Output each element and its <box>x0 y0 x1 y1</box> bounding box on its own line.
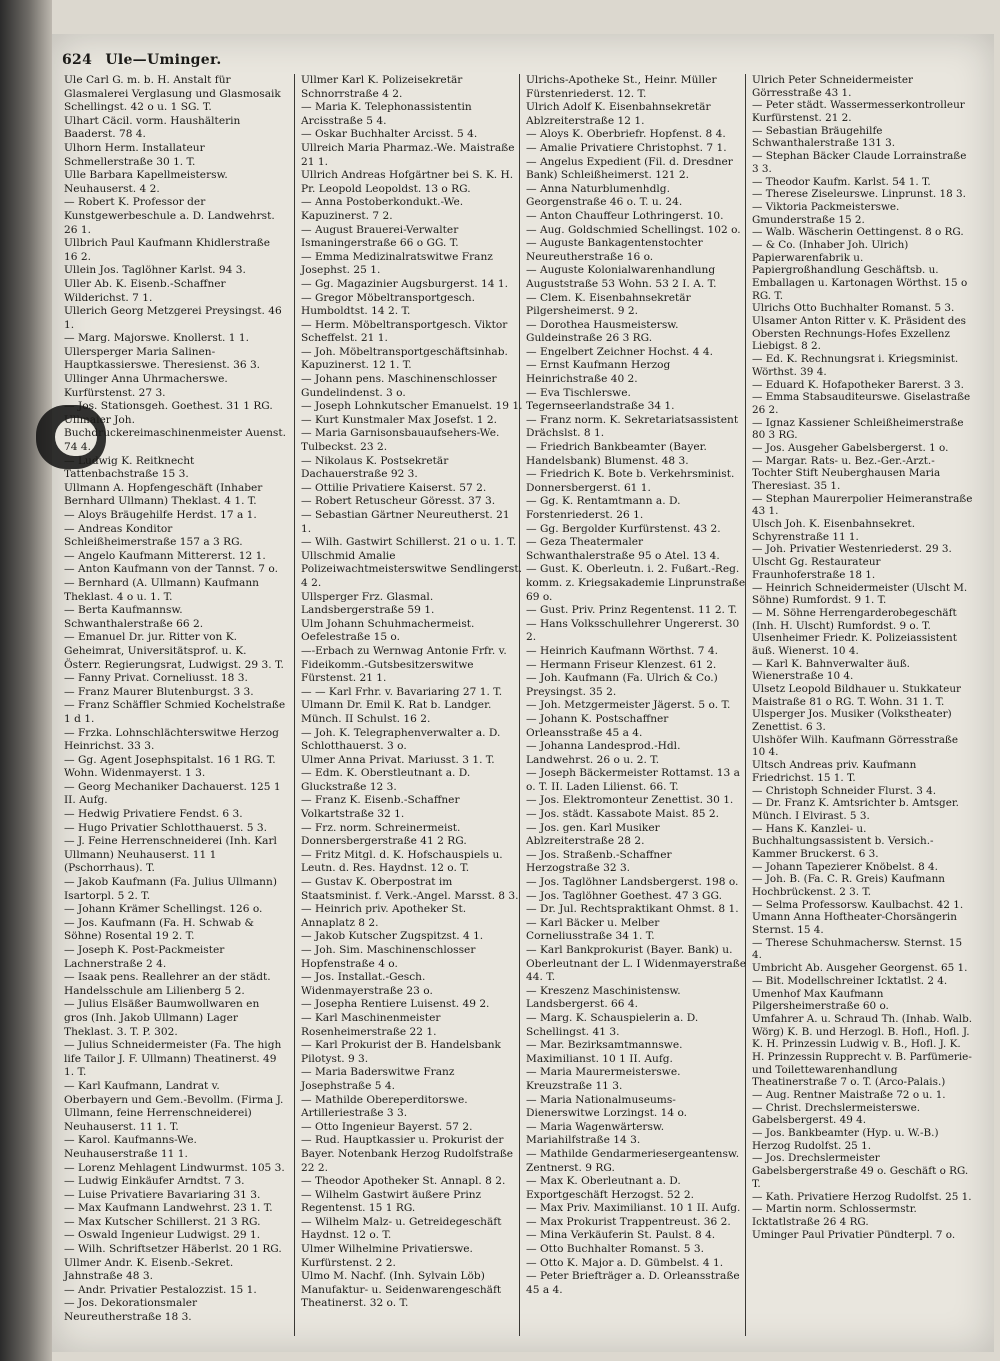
directory-entry: — Maria Nationalmuseums-Dienerswitwe Lorzingst. 14 o. <box>526 1093 688 1120</box>
directory-entry: — Friedrich Bankbeamter (Bayer. Handelsbank) Blumenst. 48 3. <box>526 441 707 467</box>
directory-entry: Ultsch Andreas priv. Kaufmann Friedrichst. 15 1. T. <box>752 759 917 784</box>
directory-entry: — Johann pens. Maschinenschlosser Gundelindenst. 3 o. <box>301 373 497 399</box>
directory-entry: — Andreas Konditor Schleißheimerstraße 157 a 3 RG. <box>64 522 243 549</box>
directory-entry: — Ignaz Kassiener Schleißheimerstraße 80 3 RG. <box>752 416 964 442</box>
directory-entry: Ullsperger Frz. Glasmal. Landsbergerstraße 59 1. <box>301 590 435 617</box>
directory-entry: — Herm. Möbeltransportgesch. Viktor Scheffelst. 21 1. <box>301 318 508 345</box>
directory-entry: — Franz Maurer Blutenburgst. 3 3. <box>64 685 254 698</box>
directory-entry: Umfahrer A. u. Schraud Th. (Inhab. Walb. Wörg) K. B. und Herzogl. B. Hofl., Hofl. J. K. H. Prinzessin Ludwig v. B., Hofl. J. K. H. Prinzessin Rupprecht v. B. Parfümerie- und Toilettewarenhandlung Theatinerstraße 7 o. T. (Arco-Palais.) <box>752 1012 973 1089</box>
directory-entry: Uller Ab. K. Eisenb.-Schaffner Wilderichst. 7 1. <box>64 277 226 304</box>
directory-entry: Ulsamer Anton Ritter v. K. Präsident des Obersten Rechnungs-Hofes Exzellenz Liebigst. 8 2. <box>752 315 966 353</box>
directory-entry: — Emma Medizinalratswitwe Franz Josephst. 25 1. <box>301 250 493 277</box>
directory-entry: Ullrich Andreas Hofgärtner bei S. K. H. Pr. Leopold Leopoldst. 13 o RG. <box>301 169 514 195</box>
directory-entry: — Maria Garnisonsbauaufsehers-We. Tulbeckst. 23 2. <box>301 427 500 454</box>
directory-entry: Ulsch Joh. K. Eisenbahnsekret. Schyrenstraße 11 1. <box>752 518 915 543</box>
directory-entry: — Dr. Jul. Rechtspraktikant Ohmst. 8 1. <box>526 903 739 916</box>
column-rule <box>294 74 295 1336</box>
directory-entry: — Angelo Kaufmann Mittererst. 12 1. <box>64 549 266 562</box>
directory-entry: — Gg. Agent Josephspitalst. 16 1 RG. T. Wohn. Widenmayerst. 1 3. <box>64 753 276 780</box>
directory-entry: Ullmaier Joh. Buchdruckereimaschinenmeister Auenst. 74 4. <box>64 413 286 454</box>
directory-entry: — Jos. Stationsgeh. Goethest. 31 1 RG. <box>64 400 273 413</box>
directory-entry: Ulsperger Jos. Musiker (Volkstheater) Zenettist. 6 3. <box>752 708 952 734</box>
directory-entry: — Ernst Kaufmann Herzog Heinrichstraße 40 2. <box>526 359 671 386</box>
directory-entry: Ullmann A. Hopfengeschäft (Inhaber Bernhard Ullmann) Theklast. 4 1. T. <box>64 481 263 508</box>
directory-entry: — Mar. Bezirksamtmannswe. Maximilianst. 10 1 II. Aufg. <box>526 1039 683 1065</box>
directory-entry: Ulrich Peter Schneidermeister Görresstraße 43 1. <box>752 74 913 99</box>
directory-entry: — Franz K. Eisenb.-Schaffner Volkartstraße 32 1. <box>301 794 460 821</box>
page-number: 624 <box>62 52 93 68</box>
directory-entry: Ullerich Georg Metzgerei Preysingst. 46 1. <box>64 305 282 331</box>
directory-entry: — Robert Retuscheur Göresst. 37 3. <box>301 495 496 508</box>
directory-entry: — Marg. Majorswe. Knollerst. 1 1. <box>64 332 249 345</box>
directory-entry: Ullein Jos. Taglöhner Karlst. 94 3. <box>64 264 246 277</box>
directory-entry: — Walb. Wäscherin Oettingenst. 8 o RG. <box>752 226 964 239</box>
directory-entry: — Max Prokurist Trappentreust. 36 2. <box>526 1215 731 1228</box>
directory-entry: — Ed. K. Rechnungsrat i. Kriegsminist. Wörthst. 39 4. <box>752 353 959 378</box>
directory-entry: — Engelbert Zeichner Hochst. 4 4. <box>526 345 714 358</box>
directory-entry: Ulrichs-Apotheke St., Heinr. Müller Fürstenriederst. 12. T. <box>526 74 717 100</box>
directory-entry: Ulrichs Otto Buchhalter Romanst. 5 3. <box>752 302 955 315</box>
directory-entry: — Aloys K. Oberbriefr. Hopfenst. 8 4. <box>526 128 726 141</box>
directory-entry: Ulsenheimer Friedr. K. Polizeiassistent äuß. Wienerst. 10 4. <box>752 632 957 657</box>
directory-entry: — Emanuel Dr. jur. Ritter von K. Geheimrat, Universitätsprof. u. K. Österr. Regierungsrat, Ludwigst. 29 3. T. <box>64 631 284 671</box>
directory-entry: Ullreich Maria Pharmaz.-We. Maistraße 21 1. <box>301 141 515 168</box>
directory-entry: — Gust. Priv. Prinz Regentenst. 11 2. T. <box>526 604 738 617</box>
directory-entry: — Geza Theatermaler Schwanthalerstraße 95 o Atel. 13 4. <box>526 536 720 562</box>
directory-entry: — Luise Privatiere Bavariaring 31 3. <box>64 1188 261 1201</box>
directory-entry: — Joh. Möbeltransportgeschäftsinhab. Kapuzinerst. 12 1. T. <box>301 345 508 372</box>
directory-entry: — Karl Maschinenmeister Rosenheimerstraße 22 1. <box>301 1011 441 1038</box>
directory-entry: — Heinrich Schneidermeister (Ulscht M. Söhne) Rumfordst. 9 1. T. <box>752 581 968 607</box>
directory-entry: — Therese Schuhmachersw. Sternst. 15 4. <box>752 936 963 962</box>
directory-entry: — Maria K. Telephonassistentin Arcisstraße 5 4. <box>301 101 472 127</box>
directory-entry: — Franz norm. K. Sekretariatsassistent Drächslst. 8 1. <box>526 413 739 440</box>
directory-entry: Ulscht Gg. Restaurateur Fraunhoferstraße 18 1. <box>752 556 881 581</box>
directory-entry: — Kath. Privatiere Herzog Rudolfst. 25 1. <box>752 1190 972 1203</box>
directory-entry: — Bit. Modellschreiner Icktatlst. 2 4. <box>752 974 948 987</box>
directory-entry: — Mathilde Obereperditorswe. Artilleriestraße 3 3. <box>301 1093 468 1120</box>
directory-entry: — Johann Krämer Schellingst. 126 o. <box>64 903 263 916</box>
directory-column-2 <box>301 74 523 1311</box>
directory-entry: — Emma Stabsauditeurswe. Giselastraße 26 2. <box>752 391 971 416</box>
directory-entry: — Margar. Rats- u. Bez.-Ger.-Arzt.-Tochter Stift Neuberghausen Maria Theresiast. 35 1. <box>752 454 941 492</box>
directory-entry: Ulmer Anna Privat. Mariusst. 3 1. T. <box>301 753 495 766</box>
directory-entry: — Joh. Sim. Maschinenschlosser Hopfenstraße 4 o. <box>301 944 476 970</box>
directory-entry: Ulle Barbara Kapellmeistersw. Neuhauserst. 4 2. <box>64 169 228 195</box>
directory-entry: Ulmer Wilhelmine Privatierswe. Kurfürstenst. 2 2. <box>301 1243 473 1269</box>
directory-entry: — Jakob Kaufmann (Fa. Julius Ullmann) Isartorpl. 5 2. T. <box>64 876 277 902</box>
directory-entry: — Nikolaus K. Postsekretär Dachauerstraße 92 3. <box>301 454 449 481</box>
directory-entry: Ulsetz Leopold Bildhauer u. Stukkateur Maistraße 81 o RG. T. Wohn. 31 1. T. <box>752 683 961 708</box>
directory-entry: — Auguste Kolonialwarenhandlung Auguststraße 53 Wohn. 53 2 I. A. T. <box>526 264 717 290</box>
directory-entry: — Anton Chauffeur Lothringerst. 10. <box>526 209 724 222</box>
directory-entry: — Joh. Kaufmann (Fa. Ulrich & Co.) Preysingst. 35 2. <box>526 672 718 698</box>
directory-entry: — Eva Tischlerswe. Tegernseerlandstraße 34 1. <box>526 386 675 413</box>
directory-entry: — Georg Mechaniker Dachauerst. 125 1 II. Aufg. <box>64 780 281 807</box>
running-title: Ule—Uminger. <box>105 52 222 68</box>
directory-entry: — Wilhelm Gastwirt äußere Prinz Regentenst. 15 1 RG. <box>301 1188 482 1215</box>
directory-entry: Umbricht Ab. Ausgeher Georgenst. 65 1. <box>752 962 968 975</box>
directory-entry: — Ludwig K. Reitknecht Tattenbachstraße 15 3. <box>64 454 195 481</box>
directory-entry: — Julius Elsäßer Baumwollwaren en gros (Inh. Jakob Ullmann) Lager Theklast. 3. T. P. 302. <box>64 998 260 1038</box>
directory-entry: — Martin norm. Schlossermstr. Icktatlstraße 26 4 RG. <box>752 1203 917 1228</box>
directory-entry: — Oskar Buchhalter Arcisst. 5 4. <box>301 128 478 141</box>
directory-entry: — Otto Ingenieur Bayerst. 57 2. <box>301 1120 473 1133</box>
directory-column-4 <box>752 74 974 1241</box>
directory-entry: Ule Carl G. m. b. H. Anstalt für Glasmalerei Verglasung und Glasmosaik Schellingst. 42 o u. 1 SG. T. <box>64 74 281 114</box>
directory-entry: — Hans Volksschullehrer Ungererst. 30 2. <box>526 617 740 644</box>
directory-entry: — Gustav K. Oberpostrat im Staatsminist. f. Verk.-Angel. Marsst. 8 3. <box>301 876 519 902</box>
directory-entry: — Fritz Mitgl. d. K. Hofschauspiels u. Leutn. d. Res. Haydnst. 12 o. T. <box>301 848 503 875</box>
directory-entry: — Max Priv. Maximilianst. 10 1 II. Aufg. <box>526 1202 741 1215</box>
directory-entry: — Jos. städt. Kassabote Maist. 85 2. <box>526 808 719 821</box>
directory-entry: — Sebastian Bräugehilfe Schwanthalerstraße 131 3. <box>752 124 896 150</box>
directory-entry: — Sebastian Gärtner Neureutherst. 21 1. <box>301 509 510 535</box>
directory-entry: — Gregor Möbeltransportgesch. Humboldtst. 14 2. T. <box>301 291 476 318</box>
directory-entry: Uminger Paul Privatier Pündterpl. 7 o. <box>752 1228 956 1241</box>
directory-entry: — Maria Maurermeisterswe. Kreuzstraße 11 3. <box>526 1066 681 1092</box>
directory-entry: — Rud. Hauptkassier u. Prokurist der Bayer. Notenbank Herzog Rudolfstraße 22 2. <box>301 1134 514 1174</box>
directory-entry: Umenhof Max Kaufmann Pilgersheimerstraße 60 o. <box>752 987 889 1013</box>
directory-entry: — Joh. B. (Fa. C. R. Greis) Kaufmann Hochbrückenst. 2 3. T. <box>752 873 945 898</box>
directory-entry: — Isaak pens. Reallehrer an der städt. Handelsschule am Lilienberg 5 2. <box>64 971 271 997</box>
directory-entry: — Gg. Magazinier Augsburgerst. 14 1. <box>301 277 508 290</box>
directory-entry: Ulhorn Herm. Installateur Schmellerstraße 30 1. T. <box>64 141 205 168</box>
directory-entry: — Jos. Kaufmann (Fa. H. Schwab & Söhne) Rosental 19 2. T. <box>64 916 254 943</box>
directory-entry: — Lorenz Mehlagent Lindwurmst. 105 3. <box>64 1161 285 1174</box>
directory-entry: Ulshöfer Wilh. Kaufmann Görresstraße 10 4. <box>752 733 959 759</box>
directory-entry: — Eduard K. Hofapotheker Barerst. 3 3. <box>752 378 964 391</box>
directory-entry: — Peter städt. Wassermesserkontrolleur Kurfürstenst. 21 2. <box>752 99 965 125</box>
directory-entry: — Viktoria Packmeisterswe. Gmunderstraße 15 2. <box>752 200 900 226</box>
directory-entry: — Dorothea Hausmeistersw. Guldeinstraße 26 3 RG. <box>526 318 679 345</box>
directory-entry: — Aloys Bräugehilfe Herdst. 17 a 1. <box>64 509 257 521</box>
directory-entry: — Edm. K. Oberstleutnant a. D. Gluckstraße 12 3. <box>301 767 471 793</box>
directory-entry: — Anna Naturblumenhdlg. Georgenstraße 46 o. T. u. 24. <box>526 182 683 209</box>
directory-entry: Ullmer Karl K. Polizeisekretär Schnorrstraße 4 2. <box>301 74 463 100</box>
directory-entry: — Peter Briefträger a. D. Orleansstraße 45 a 4. <box>526 1270 740 1296</box>
directory-entry: Ullbrich Paul Kaufmann Khidlerstraße 16 2. <box>64 237 271 263</box>
directory-entry: — Robert K. Professor der Kunstgewerbeschule a. D. Landwehrst. 26 1. <box>64 196 275 236</box>
directory-column-3 <box>526 74 748 1297</box>
directory-entry: — Karl Prokurist der B. Handelsbank Pilotyst. 9 3. <box>301 1039 501 1065</box>
directory-entry: — Jos. Elektromonteur Zenettist. 30 1. <box>526 794 734 807</box>
directory-entry: — Jos. Taglöhner Goethest. 47 3 GG. <box>526 889 722 902</box>
directory-entry: — Hermann Friseur Klenzest. 61 2. <box>526 658 717 671</box>
directory-entry: — Gg. K. Rentamtmann a. D. Forstenriederst. 26 1. <box>526 495 681 521</box>
directory-entry: — & Co. (Inhaber Joh. Ulrich) Papierwarenfabrik u. Papiergroßhandlung Geschäftsb. u. Emballagen u. Kartonagen Wörthst. 15 o RG. T. <box>752 238 968 302</box>
directory-entry: — Jos. Dekorationsmaler Neureutherstraße 18 3. <box>64 1297 198 1324</box>
directory-entry: — Dr. Franz K. Amtsrichter b. Amtsger. Münch. I Elvirast. 5 3. <box>752 797 959 822</box>
directory-entry: Ulrich Adolf K. Eisenbahnsekretär Ablzreiterstraße 12 1. <box>526 101 711 127</box>
directory-entry: — — Karl Frhr. v. Bavariaring 27 1. T. <box>301 685 503 698</box>
book-binding-edge <box>0 0 52 1361</box>
directory-entry: —-Erbach zu Wernwag Antonie Frfr. v. Fideikomm.-Gutsbesitzerswitwe Fürstenst. 21 1. <box>301 644 507 685</box>
directory-entry: — Wilh. Schriftsetzer Häberlst. 20 1 RG. <box>64 1243 282 1256</box>
directory-entry: — Jakob Kutscher Zugspitzst. 4 1. <box>301 930 484 943</box>
page-header <box>62 52 962 74</box>
directory-entry: — Wilh. Gastwirt Schillerst. 21 o u. 1. T. <box>301 536 517 549</box>
directory-entry: — Theodor Kaufm. Karlst. 54 1. T. <box>752 175 931 188</box>
directory-entry: — Anna Postoberkondukt.-We. Kapuzinerst. 7 2. <box>301 196 464 222</box>
directory-entry: — Stephan Maurerpolier Heimeranstraße 43 1. <box>752 492 973 518</box>
directory-entry: — Jos. Taglöhner Landsbergerst. 198 o. <box>526 876 739 889</box>
directory-entry: — Wilhelm Malz- u. Getreidegeschäft Haydnst. 12 o. T. <box>301 1215 502 1242</box>
directory-entry: — Julius Schneidermeister (Fa. The high life Tailor J. F. Ullmann) Theatinerst. 49 1. T. <box>64 1039 282 1079</box>
directory-entry: — Gg. Bergolder Kurfürstenst. 43 2. <box>526 522 721 535</box>
directory-entry: Ulhart Cäcil. vorm. Haushälterin Baaderst. 78 4. <box>64 114 241 141</box>
directory-entry: — Berta Kaufmannsw. Schwanthalerstraße 66 2. <box>64 604 204 630</box>
directory-entry: — Fanny Privat. Corneliusst. 18 3. <box>64 672 248 685</box>
directory-entry: — Bernhard (A. Ullmann) Kaufmann Theklast. 4 o u. 1. T. <box>64 576 259 603</box>
directory-entry: — Marg. K. Schauspielerin a. D. Schellingst. 41 3. <box>526 1011 699 1038</box>
directory-entry: — Joh. Privatier Westenriederst. 29 3. <box>752 543 952 556</box>
directory-entry: Ullersperger Maria Salinen-Hauptkassierswe. Theresienst. 36 3. <box>64 345 261 372</box>
directory-entry: — Jos. Straßenb.-Schaffner Herzogstraße 32 3. <box>526 848 672 875</box>
directory-entry: — Jos. Drechslermeister Gabelsbergerstraße 49 o. Geschäft o RG. T. <box>752 1152 969 1190</box>
directory-entry: — Amalie Privatiere Christophst. 7 1. <box>526 141 727 154</box>
directory-entry: — Karl Bäcker u. Melber Corneliusstraße 34 1. T. <box>526 916 660 943</box>
directory-entry: — Hans K. Kanzlei- u. Buchhaltungsassistent b. Versich.-Kammer Bruckerst. 6 3. <box>752 822 934 860</box>
directory-entry: — Frzka. Lohnschlächterswitwe Herzog Heinrichst. 33 3. <box>64 726 279 753</box>
directory-entry: — Otto Buchhalter Romanst. 5 3. <box>526 1243 704 1256</box>
directory-entry: — Heinrich priv. Apotheker St. Annaplatz 8 2. <box>301 903 467 929</box>
directory-entry: — Mina Verkäuferin St. Paulst. 8 4. <box>526 1229 716 1242</box>
directory-entry: — Kreszenz Maschinistensw. Landsbergerst. 66 4. <box>526 984 681 1011</box>
directory-entry: — Karol. Kaufmanns-We. Neuhauserstraße 11 1. <box>64 1134 197 1160</box>
directory-entry: — Friedrich K. Bote b. Verkehrsminist. Donnersbergerst. 61 1. <box>526 468 735 494</box>
directory-entry: — Ottilie Privatiere Kaiserst. 57 2. <box>301 481 487 494</box>
directory-entry: — August Brauerei-Verwalter Ismaningerstraße 66 o GG. T. <box>301 223 459 250</box>
directory-entry: — Johanna Landesprod.-Hdl. Landwehrst. 26 o u. 2. T. <box>526 740 681 766</box>
directory-entry: — Joseph K. Post-Packmeister Lachnerstraße 2 4. <box>64 944 225 970</box>
directory-entry: — Johann K. Postschaffner Orleansstraße 45 a 4. <box>526 712 669 739</box>
directory-entry: — Gust. K. Oberleutn. i. 2. Fußart.-Reg. komm. z. Kriegsakademie Linprunstraße 69 o. <box>526 563 746 603</box>
directory-entry: — Joseph Bäckermeister Rottamst. 13 a o. T. II. Laden Lilienst. 66. T. <box>526 767 740 793</box>
directory-entry: — Maria Baderswitwe Franz Josephstraße 5 4. <box>301 1066 455 1092</box>
directory-entry: — Christoph Schneider Flurst. 3 4. <box>752 784 937 797</box>
directory-entry: — Theodor Apotheker St. Annapl. 8 2. <box>301 1175 506 1188</box>
directory-entry: — Otto K. Major a. D. Gümbelst. 4 1. <box>526 1256 724 1269</box>
directory-entry: — Maria Wagenwärtersw. Mariahilfstraße 14 3. <box>526 1120 665 1147</box>
directory-entry: — Christ. Drechslermeisterswe. Gabelsbergerst. 49 4. <box>752 1101 921 1127</box>
directory-entry: — Aug. Goldschmied Schellingst. 102 o. <box>526 223 741 236</box>
directory-entry: — Auguste Bankagentenstochter Neureutherstraße 16 o. <box>526 237 703 263</box>
directory-entry: — Frz. norm. Schreinermeist. Donnersbergerstraße 41 2 RG. <box>301 821 467 848</box>
directory-entry: — Aug. Rentner Maistraße 72 o u. 1. <box>752 1089 946 1101</box>
directory-entry: Ullinger Anna Uhrmacherswe. Kurfürstenst. 27 3. <box>64 373 228 399</box>
directory-entry: — Jos. Ausgeher Gabelsbergerst. 1 o. <box>752 441 949 454</box>
directory-entry: — Selma Professorsw. Kaulbachst. 42 1. <box>752 898 964 911</box>
directory-entry: — Josepha Rentiere Luisenst. 49 2. <box>301 998 490 1011</box>
directory-entry: — Therese Ziseleurswe. Linprunst. 18 3. <box>752 188 966 201</box>
directory-column-1 <box>64 74 286 1325</box>
directory-entry: Ulmann Dr. Emil K. Rat b. Landger. Münch. II Schulst. 16 2. <box>301 699 492 725</box>
directory-entry: — Andr. Privatier Pestalozzist. 15 1. <box>64 1283 257 1296</box>
directory-entry: — Oswald Ingenieur Ludwigst. 29 1. <box>64 1229 261 1242</box>
directory-entry: — Hedwig Privatiere Fendst. 6 3. <box>64 808 243 821</box>
directory-entry: — Jos. gen. Karl Musiker Ablzreiterstraße 28 2. <box>526 821 660 848</box>
directory-entry: — Angelus Expedient (Fil. d. Dresdner Bank) Schleißheimerst. 121 2. <box>526 155 733 182</box>
directory-entry: Ulmo M. Nachf. (Inh. Sylvain Löb) Manufaktur- u. Seidenwarengeschäft Theatinerst. 32 o. T. <box>301 1270 502 1310</box>
directory-entry: — Joseph Lohnkutscher Emanuelst. 19 1. <box>301 400 523 413</box>
directory-entry: — Max Kutscher Schillerst. 21 3 RG. <box>64 1215 261 1228</box>
directory-entry: Ullschmid Amalie Polizeiwachtmeisterswitwe Sendlingerst. 4 2. <box>301 549 522 589</box>
directory-entry: — Joh. Metzgermeister Jägerst. 5 o. T. <box>526 699 731 712</box>
directory-entry: — Hugo Privatier Schlotthauerst. 5 3. <box>64 821 268 834</box>
directory-entry: — Max Kaufmann Landwehrst. 23 1. T. <box>64 1202 273 1215</box>
directory-entry: — Clem. K. Eisenbahnsekretär Pilgersheimerst. 9 2. <box>526 291 691 318</box>
directory-entry: — Mathilde Gendarmeriesergeantensw. Zentnerst. 9 RG. <box>526 1147 740 1174</box>
directory-entry: — Franz Schäffler Schmied Kochelstraße 1 d 1. <box>64 699 286 725</box>
directory-entry: — Anton Kaufmann von der Tannst. 7 o. <box>64 563 278 576</box>
directory-entry: — Karl Kaufmann, Landrat v. Oberbayern und Gem.-Bevollm. (Firma J. Ullmann, feine Herrenschneiderei) Neuhauserst. 11 1. T. <box>64 1079 284 1133</box>
directory-entry: — Joh. K. Telegraphenverwalter a. D. Schlotthauerst. 3 o. <box>301 726 501 753</box>
directory-entry: — Jos. Bankbeamter (Hyp. u. W.-B.) Herzog Rudolfst. 25 1. <box>752 1127 939 1152</box>
directory-entry: — Karl Bankprokurist (Bayer. Bank) u. Oberleutnant der L. I Widenmayerstraße 44. T. <box>526 944 746 984</box>
directory-entry: Umann Anna Hoftheater-Chorsängerin Sternst. 15 4. <box>752 911 957 937</box>
directory-entry: — J. Feine Herrenschneiderei (Inh. Karl Ullmann) Neuhauserst. 11 1 (Pschorrhaus). T. <box>64 835 277 875</box>
directory-entry: Ullmer Andr. K. Eisenb.-Sekret. Jahnstraße 48 3. <box>64 1256 234 1283</box>
directory-entry: — Stephan Bäcker Claude Lorrainstraße 3 3. <box>752 150 967 175</box>
directory-entry: — Jos. Installat.-Gesch. Widenmayerstraße 23 o. <box>301 971 433 997</box>
directory-entry: — Kurt Kunstmaler Max Josefst. 1 2. <box>301 413 498 426</box>
directory-entry: — Max K. Oberleutnant a. D. Exportgeschäft Herzogst. 52 2. <box>526 1175 694 1201</box>
directory-entry: Ulm Johann Schuhmachermeist. Oefelestraße 15 o. <box>301 617 475 644</box>
directory-entry: — M. Söhne Herrengarderobegeschäft (Inh. H. Ulscht) Rumfordst. 9 o. T. <box>752 606 957 632</box>
directory-entry: — Ludwig Einkäufer Arndtst. 7 3. <box>64 1175 245 1188</box>
directory-entry: — Heinrich Kaufmann Wörthst. 7 4. <box>526 644 718 657</box>
directory-entry: — Johann Tapezierer Knöbelst. 8 4. <box>752 860 938 873</box>
directory-entry: — Karl K. Bahnverwalter äuß. Wienerstraße 10 4. <box>752 657 910 683</box>
